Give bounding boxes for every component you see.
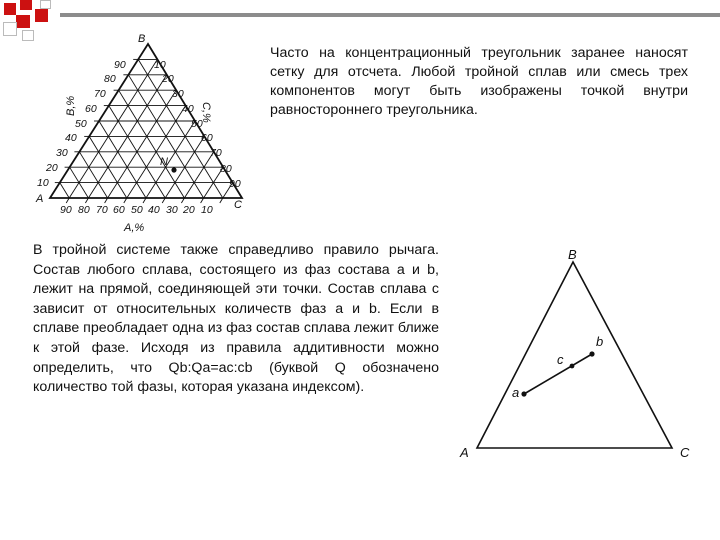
vertex-a-label: A: [36, 193, 44, 205]
bottom-tick-label: 90: [60, 204, 72, 216]
point-n-marker: [171, 167, 176, 172]
right-tick-label: 80: [220, 163, 232, 175]
grid-line: [99, 121, 146, 198]
paragraph-lever-rule: В тройной системе также справедливо правило рычага. Состав любого сплава, состоящего из фаз состава a и b, лежит на прямой, соединяющей эти точки. Состав сплава с зависит от относительных количеств фаз a и b. Если в сплаве преобладает одна из фаз состав сплава лежит ближе к этой фазе. Исходя из правила аддитивности можно определить, что Qb:Qa=ac:cb (буквой Q обозначено количество той фазы, которая указана индексом).: [33, 242, 439, 396]
axis-label-c-percent: C,%: [200, 102, 212, 123]
bottom-tick-label: 30: [166, 204, 178, 216]
right-tick-label: 10: [154, 59, 166, 71]
grid-line: [119, 90, 185, 198]
left-tick-label: 80: [104, 73, 116, 85]
bottom-tick-label: 70: [96, 204, 108, 216]
point-a-marker: [521, 391, 526, 396]
left-tick-label: 30: [56, 147, 68, 159]
point-b-label: b: [596, 334, 604, 349]
grid-line: [60, 183, 69, 198]
right-tick-label: 70: [210, 147, 222, 159]
vertex-b-label: B: [138, 33, 146, 45]
bottom-tick-label: 50: [131, 204, 143, 216]
grid-line: [108, 90, 177, 198]
left-tick-label: 20: [46, 162, 58, 174]
point-b-marker: [589, 351, 594, 356]
grid-triangle-group: [35, 33, 242, 234]
left-tick-label: 50: [75, 118, 87, 130]
left-tick-label: 90: [114, 59, 126, 71]
right-tick-label: 40: [182, 103, 194, 115]
point-a-label: a: [512, 385, 520, 400]
bottom-tick-label: 10: [201, 204, 213, 216]
bottom-tick-label: 40: [148, 204, 160, 216]
right-tick-label: 90: [229, 178, 241, 190]
grid-line: [146, 121, 195, 198]
lever-vertex-b-label: B: [568, 247, 577, 262]
right-tick-label: 30: [172, 88, 184, 100]
bottom-tick-label: 20: [183, 204, 195, 216]
axis-label-b-percent: B,%: [65, 95, 77, 116]
lever-vertex-c-label: C: [680, 445, 690, 460]
point-n-label: N: [160, 156, 168, 168]
lever-rule-triangle-group: [459, 247, 690, 460]
left-tick-label: 60: [85, 103, 97, 115]
bottom-tick-label: 80: [78, 204, 90, 216]
axis-label-a-percent: A,%: [124, 222, 145, 234]
point-c-marker: [570, 364, 575, 369]
left-tick-label: 10: [37, 177, 49, 189]
left-tick-label: 70: [94, 88, 106, 100]
right-tick-label: 20: [162, 73, 174, 85]
paragraph-grid-description: Часто на концентрационный треугольник заранее наносят сетку для отсчета. Любой тройной сплав или смесь трех компонентов могут быть изображены точкой внутри равностороннего треугольника.: [270, 45, 688, 118]
right-tick-label: 50: [191, 118, 203, 130]
bottom-tick-label: 60: [113, 204, 125, 216]
left-tick-label: 40: [65, 132, 77, 144]
vertex-c-label: C: [234, 199, 242, 211]
grid-line: [138, 59, 223, 198]
right-tick-label: 60: [201, 132, 213, 144]
lever-vertex-a-label: A: [460, 445, 469, 460]
point-c-label: c: [557, 352, 564, 367]
lever-triangle-outline: [477, 262, 672, 448]
